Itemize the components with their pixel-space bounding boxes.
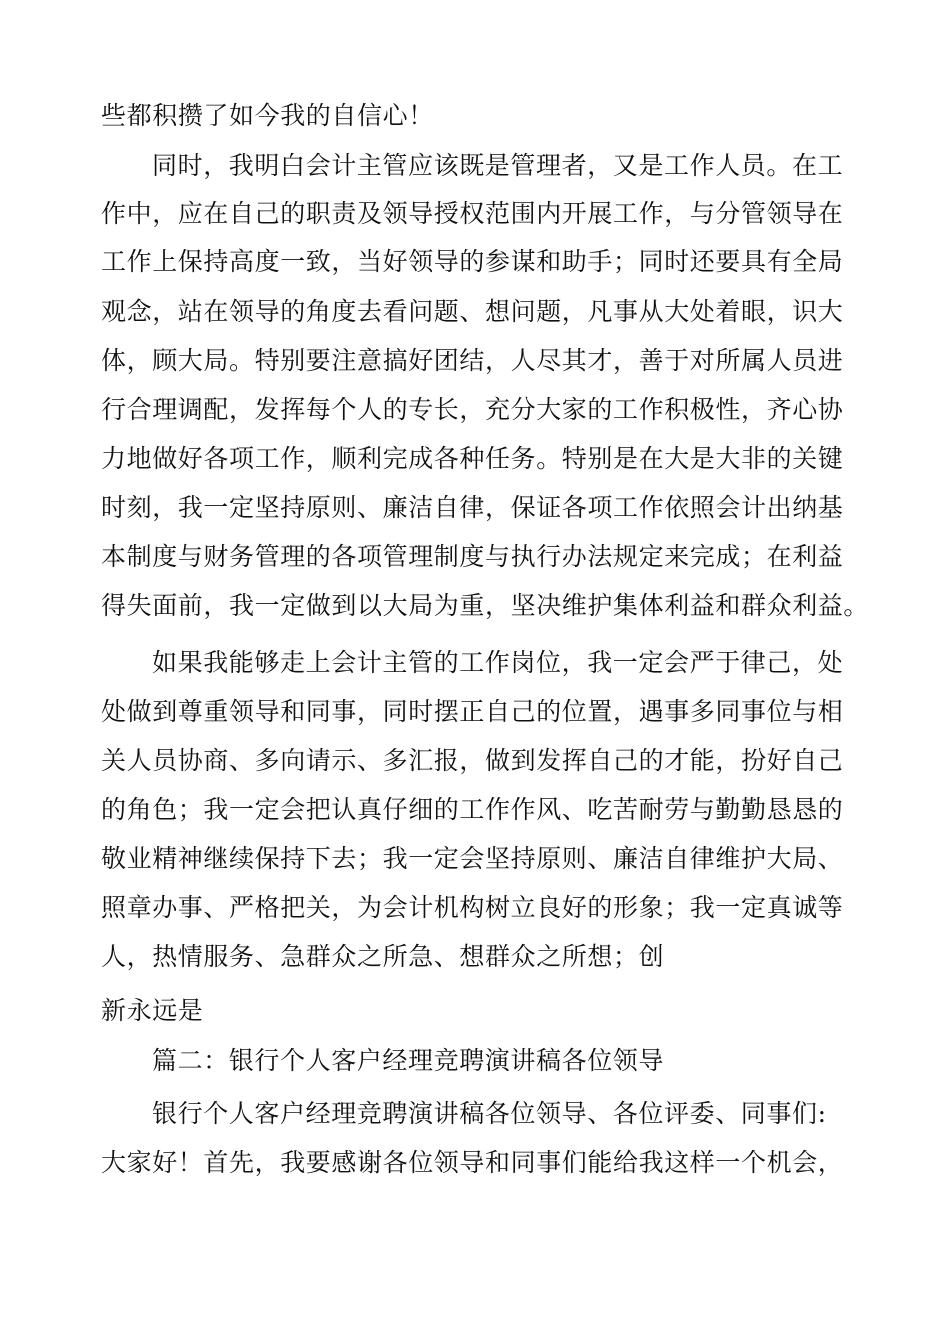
text-line: 行合理调配，发挥每个人的专长，充分大家的工作积极性，齐心协 [101,395,844,424]
text-line: 敬业精神继续保持下去；我一定会坚持原则、廉洁自律维护大局、 [101,844,844,873]
text-line: 本制度与财务管理的各项管理制度与执行办法规定来完成；在利益 [101,542,844,571]
text-line: 新永远是 [101,996,204,1025]
text-line: 得失面前，我一定做到以大局为重，坚决维护集体利益和群众利益。 [101,591,870,620]
text-line: 处做到尊重领导和同事，同时摆正自己的位置，遇事多同事位与相 [101,697,844,726]
text-line: 些都积攒了如今我的自信心！ [101,101,434,130]
text-line: 时刻，我一定坚持原则、廉洁自律，保证各项工作依照会计出纳基 [101,493,844,522]
text-line: 工作上保持高度一致，当好领导的参谋和助手；同时还要具有全局 [101,247,844,276]
text-line: 照章办事、严格把关，为会计机构树立良好的形象；我一定真诚等 [101,893,844,922]
text-line: 银行个人客户经理竞聘演讲稿各位领导、各位评委、同事们: [152,1099,827,1128]
section-heading: 篇二：银行个人客户经理竞聘演讲稿各位领导 [152,1046,665,1075]
text-line: 的角色；我一定会把认真仔细的工作作风、吃苦耐劳与勤勤恳恳的 [101,795,844,824]
text-line: 大家好！首先，我要感谢各位领导和同事们能给我这样一个机会， [101,1148,844,1177]
text-line: 作中，应在自己的职责及领导授权范围内开展工作，与分管领导在 [101,199,844,228]
text-line: 体，顾大局。特别要注意搞好团结，人尽其才，善于对所属人员进 [101,346,844,375]
text-line: 如果我能够走上会计主管的工作岗位，我一定会严于律己，处 [152,648,844,677]
text-line: 同时，我明白会计主管应该既是管理者，又是工作人员。在工 [152,151,844,180]
text-line: 力地做好各项工作，顺利完成各种任务。特别是在大是大非的关键 [101,444,844,473]
text-line: 关人员协商、多向请示、多汇报，做到发挥自己的才能，扮好自己 [101,746,844,775]
text-line: 人，热情服务、急群众之所急、想群众之所想；创 [101,942,665,971]
text-line: 观念，站在领导的角度去看问题、想问题，凡事从大处着眼，识大 [101,297,844,326]
